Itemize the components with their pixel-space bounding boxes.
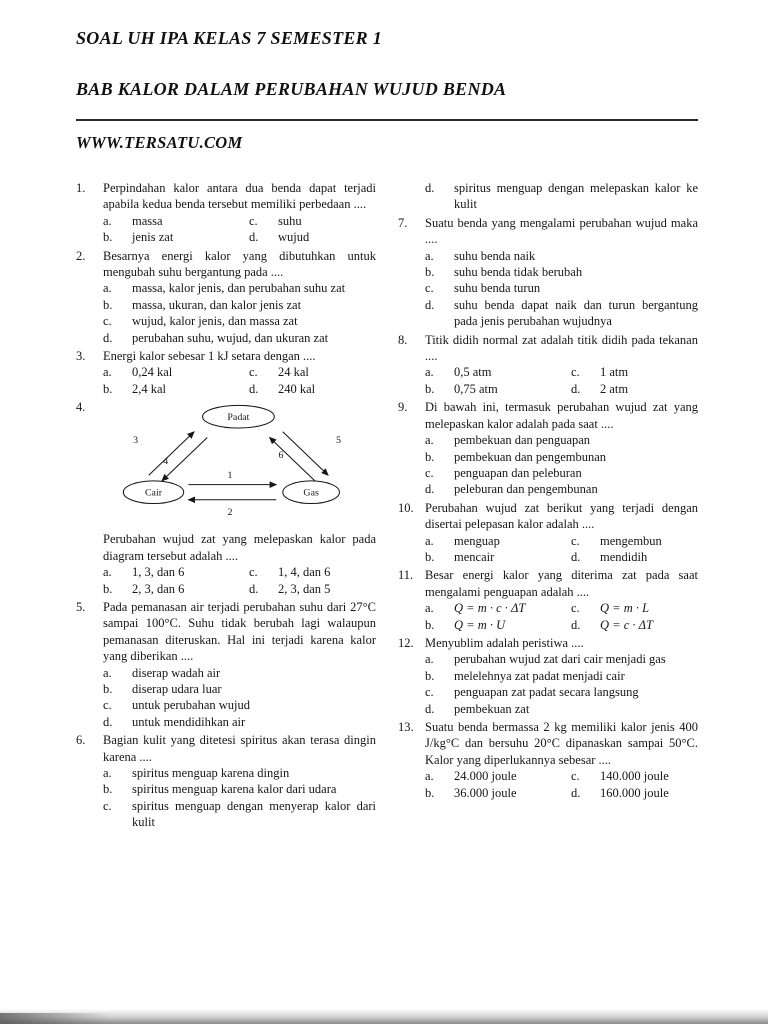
option-text: 1 atm <box>600 365 629 380</box>
options <box>103 364 376 397</box>
option-label: c. <box>425 685 434 700</box>
option-text: 1, 3, dan 6 <box>132 565 185 580</box>
questions-area <box>76 180 698 833</box>
option-text: untuk mendidihkan air <box>132 714 246 729</box>
question-number: 13. <box>398 720 414 734</box>
question-body <box>103 399 376 597</box>
option-text: mengembun <box>600 533 662 548</box>
option-label: c. <box>571 365 580 380</box>
question-number <box>398 180 425 213</box>
question-number: 8. <box>398 332 408 347</box>
option-text: spiritus menguap karena kalor dari udara <box>132 782 337 797</box>
option-label: a. <box>425 365 434 380</box>
options <box>425 600 698 633</box>
question-body <box>425 719 698 801</box>
option-label: a. <box>425 769 434 784</box>
option-text: 24.000 joule <box>454 769 517 784</box>
website-title: WWW.TERSATU.COM <box>76 133 243 152</box>
arrow-3 <box>149 432 194 475</box>
option-text: mencair <box>454 549 495 564</box>
option-label: a. <box>103 281 112 296</box>
question-item <box>76 180 376 246</box>
question-text: Titik didih normal zat adalah titik didih pada tekanan .... <box>425 332 698 364</box>
option-text: massa <box>132 213 163 228</box>
question-body <box>103 599 376 730</box>
options <box>425 533 698 566</box>
question-body <box>425 635 698 717</box>
state-change-diagram <box>111 403 376 526</box>
option-text: jenis zat <box>132 230 174 245</box>
option-text: spiritus menguap karena dingin <box>132 765 290 780</box>
question-body <box>425 399 698 497</box>
option-label: b. <box>103 297 113 312</box>
question-number: 1. <box>76 181 86 195</box>
question-text: Suatu benda yang mengalami perubahan wujud maka .... <box>425 215 698 247</box>
option <box>103 280 376 296</box>
question-text: Perubahan wujud zat berikut yang terjadi dengan disertai pelepasan kalor adalah .... <box>425 500 698 532</box>
option <box>425 264 698 280</box>
option-label: c. <box>249 365 258 380</box>
options <box>103 280 376 346</box>
scan-artifact-bottom <box>0 1009 768 1024</box>
options <box>103 564 376 597</box>
questions-left-column <box>76 180 376 833</box>
option-label: a. <box>103 765 112 780</box>
option-label: a. <box>425 533 434 548</box>
option-text: mendidih <box>600 549 648 564</box>
node-gas-label: Gas <box>303 487 319 499</box>
option-label: a. <box>103 213 112 228</box>
arrow-label-5: 5 <box>336 435 341 447</box>
option-text: suhu benda tidak berubah <box>454 265 583 280</box>
option-text: pembekuan dan pengembunan <box>454 449 607 464</box>
option <box>103 313 376 329</box>
option-label: d. <box>571 785 581 800</box>
question-body <box>425 180 698 213</box>
option-text: 240 kal <box>278 381 316 396</box>
option-label: c. <box>103 698 112 713</box>
question-item <box>398 719 698 801</box>
question-text: Menyublim adalah peristiwa .... <box>425 635 584 650</box>
arrow-label-4: 4 <box>163 456 169 468</box>
question-body <box>425 500 698 566</box>
question-item <box>76 399 376 597</box>
option-label: b. <box>425 381 435 396</box>
question-item <box>76 599 376 730</box>
option-text: suhu benda naik <box>454 248 536 263</box>
question-text: Perpindahan kalor antara dua benda dapat terjadi apabila kedua benda tersebut memiliki perbedaan .... <box>103 181 376 212</box>
question-item <box>398 332 698 398</box>
arrow-label-1: 1 <box>227 470 233 482</box>
option-label: d. <box>571 617 581 632</box>
option-label: b. <box>425 265 435 280</box>
question-number: 3. <box>76 349 86 364</box>
option-text: 2, 3, dan 6 <box>132 581 185 596</box>
option <box>425 432 698 448</box>
option-label: d. <box>571 381 581 396</box>
option <box>425 248 698 264</box>
option-label: b. <box>103 681 113 696</box>
option-text: penguapan zat padat secara langsung <box>454 685 639 700</box>
option-text: 2,4 kal <box>132 381 167 396</box>
option-text: peleburan dan pengembunan <box>454 482 598 497</box>
question-text: Besar energi kalor yang diterima zat pada saat mengalami penguapan adalah .... <box>425 568 698 599</box>
node-padat-label: Padat <box>227 412 250 424</box>
option-text: pembekuan dan penguapan <box>454 433 591 448</box>
option-label: c. <box>103 798 112 813</box>
question-number: 6. <box>76 733 86 748</box>
arrow-5 <box>283 432 328 475</box>
option-text: perubahan suhu, wujud, dan ukuran zat <box>132 330 329 345</box>
option-label: d. <box>249 381 259 396</box>
option <box>103 330 376 346</box>
option <box>425 280 698 296</box>
option-label: a. <box>425 248 434 263</box>
arrow-6 <box>270 438 315 481</box>
option-label: a. <box>425 652 434 667</box>
option-text: 160.000 joule <box>600 785 669 800</box>
option-label: b. <box>425 785 435 800</box>
option-label: c. <box>103 314 112 329</box>
question-item <box>398 500 698 566</box>
option-label: d. <box>425 297 435 312</box>
option-text: 140.000 joule <box>600 769 669 784</box>
option <box>103 681 376 697</box>
option-label: c. <box>571 533 580 548</box>
option-label: d. <box>425 482 435 497</box>
option-text: wujud, kalor jenis, dan massa zat <box>132 314 298 329</box>
option-text: untuk perubahan wujud <box>132 698 251 713</box>
question-text: Bagian kulit yang ditetesi spiritus akan terasa dingin karena .... <box>103 733 376 764</box>
option <box>425 449 698 465</box>
option <box>425 481 698 497</box>
arrow-4 <box>162 438 207 481</box>
question-number: 4. <box>76 400 86 415</box>
question-body <box>425 567 698 633</box>
question-item <box>76 732 376 830</box>
option-label: c. <box>571 769 580 784</box>
question-number: 10. <box>398 500 414 515</box>
question-body <box>425 332 698 398</box>
option-text: diserap wadah air <box>132 665 221 680</box>
option-label: d. <box>103 714 113 729</box>
option-text: 2 atm <box>600 381 629 396</box>
option-label: d. <box>249 581 259 596</box>
option <box>103 765 376 781</box>
option-text: melelehnya zat padat menjadi cair <box>454 668 625 683</box>
option-text: 24 kal <box>278 365 309 380</box>
question-item <box>398 399 698 497</box>
arrow-label-2: 2 <box>227 507 233 519</box>
divider-line <box>76 119 698 121</box>
node-cair-label: Cair <box>144 487 163 499</box>
option-text: 36.000 joule <box>454 785 517 800</box>
question-text: Perubahan wujud zat yang melepaskan kalor pada diagram tersebut adalah .... <box>103 532 376 563</box>
question-item <box>398 215 698 330</box>
option-text: pembekuan zat <box>454 701 530 716</box>
option-text: Q = m · L <box>600 601 650 616</box>
question-number: 9. <box>398 400 408 415</box>
exam-title: SOAL UH IPA KELAS 7 SEMESTER 1 <box>76 28 383 48</box>
option <box>103 297 376 313</box>
options <box>425 651 698 717</box>
option-text: suhu <box>278 213 302 228</box>
chapter-title: BAB KALOR DALAM PERUBAHAN WUJUD BENDA <box>76 79 507 99</box>
options <box>425 180 698 213</box>
option-label: a. <box>103 665 112 680</box>
question-body <box>103 248 376 346</box>
question-body <box>103 732 376 830</box>
question-text: Pada pemanasan air terjadi perubahan suhu dari 27°C sampai 100°C. Suhu tidak berubah lagi walaupun pemanasan diteruskan. Hal ini terjadi karena kalor yang diberikan .... <box>103 599 376 664</box>
option-text: 0,75 atm <box>454 381 498 396</box>
question-number: 2. <box>76 248 86 263</box>
option-text: penguapan dan peleburan <box>454 465 582 480</box>
option-label: d. <box>103 330 113 345</box>
option-label: c. <box>249 213 258 228</box>
option-label: d. <box>425 181 435 195</box>
option-label: d. <box>571 549 581 564</box>
option <box>425 180 698 213</box>
option-text: massa, kalor jenis, dan perubahan suhu zat <box>132 281 346 296</box>
option-label: b. <box>103 782 113 797</box>
option-text: massa, ukuran, dan kalor jenis zat <box>132 297 302 312</box>
state-change-diagram-svg <box>111 403 347 521</box>
question-text: Suatu benda bermassa 2 kg memiliki kalor jenis 400 J/kg°C dan bersuhu 20°C dipanaskan sampai 50°C. Kalor yang diperlukannya sebesar .... <box>425 720 698 767</box>
option-text: 1, 4, dan 6 <box>278 565 331 580</box>
option-text: 2, 3, dan 5 <box>278 581 331 596</box>
arrow-label-3: 3 <box>133 435 139 447</box>
option-text: spiritus menguap dengan menyerap kalor dari kulit <box>132 798 376 830</box>
question-number: 12. <box>398 635 414 650</box>
option <box>425 465 698 481</box>
option-label: b. <box>425 549 435 564</box>
option <box>103 798 376 831</box>
option <box>425 297 698 330</box>
option-text: Q = m · U <box>454 617 506 632</box>
options <box>425 248 698 330</box>
option <box>103 665 376 681</box>
option-text: Q = m · c · ΔT <box>454 601 526 616</box>
option <box>425 651 698 667</box>
question-body <box>103 348 376 397</box>
options <box>103 765 376 831</box>
option-label: b. <box>425 668 435 683</box>
question-number: 7. <box>398 215 408 230</box>
option <box>103 714 376 730</box>
option-label: a. <box>425 601 434 616</box>
option-label: c. <box>425 281 434 296</box>
options <box>425 364 698 397</box>
option-label: b. <box>425 617 435 632</box>
question-item <box>76 348 376 397</box>
option-text: menguap <box>454 533 500 548</box>
option <box>425 668 698 684</box>
question-item <box>398 635 698 717</box>
option-label: a. <box>103 565 112 580</box>
arrow-label-6: 6 <box>278 450 284 462</box>
option-text: 0,5 atm <box>454 365 492 380</box>
scan-artifact-corner <box>0 1013 110 1024</box>
option-text: diserap udara luar <box>132 681 222 696</box>
option-label: a. <box>103 365 112 380</box>
option-label: b. <box>103 381 113 396</box>
question-text: Di bawah ini, termasuk perubahan wujud zat yang melepaskan kalor adalah pada saat .... <box>425 400 698 431</box>
option-text: suhu benda turun <box>454 281 541 296</box>
question-item <box>76 248 376 346</box>
question-number: 5. <box>76 599 86 614</box>
option-label: c. <box>571 601 580 616</box>
option-label: b. <box>103 230 113 245</box>
option-label: c. <box>425 465 434 480</box>
option <box>103 697 376 713</box>
option-label: b. <box>425 449 435 464</box>
option <box>425 701 698 717</box>
option-label: c. <box>249 565 258 580</box>
option-text: 0,24 kal <box>132 365 173 380</box>
options <box>425 768 698 801</box>
option-label: b. <box>103 581 113 596</box>
question-item <box>398 567 698 633</box>
option-text: spiritus menguap dengan melepaskan kalor ke kulit <box>454 181 698 212</box>
questions-right-column <box>398 180 698 833</box>
option-label: a. <box>425 433 434 448</box>
option-text: suhu benda dapat naik dan turun bergantung pada jenis perubahan wujudnya <box>454 297 698 329</box>
question-text: Besarnya energi kalor yang dibutuhkan untuk mengubah suhu bergantung pada .... <box>103 248 376 280</box>
option-label: d. <box>249 230 259 245</box>
options <box>425 432 698 498</box>
options <box>103 213 376 246</box>
question-body <box>103 180 376 246</box>
question-body <box>425 215 698 330</box>
option-label: d. <box>425 701 435 716</box>
option-text: Q = c · ΔT <box>600 617 653 632</box>
option <box>103 781 376 797</box>
question-number: 11. <box>398 568 414 583</box>
option <box>425 684 698 700</box>
question-item <box>398 180 698 213</box>
question-text: Energi kalor sebesar 1 kJ setara dengan .... <box>103 349 316 364</box>
options <box>103 665 376 731</box>
option-text: wujud <box>278 230 310 245</box>
option-text: perubahan wujud zat dari cair menjadi gas <box>454 652 666 667</box>
